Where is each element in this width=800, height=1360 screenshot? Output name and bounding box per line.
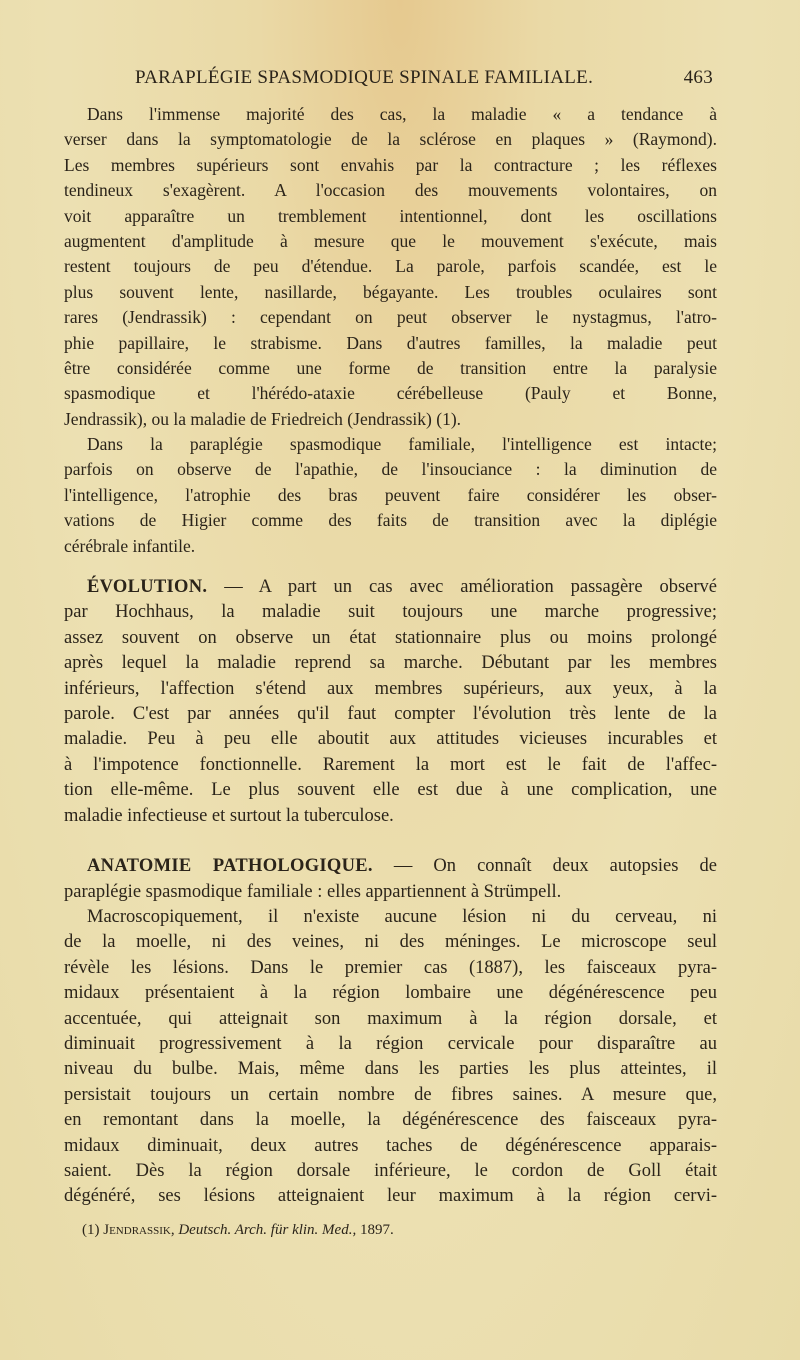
text-line: inférieurs, l'affection s'étend aux membres supérieurs, aux yeux, à la [64,678,717,699]
text-line: Dans la paraplégie spasmodique familiale, l'intelligence est intacte; [87,434,717,455]
text-line: vations de Higier comme des faits de transition avec la diplégie [64,510,717,531]
text-line [64,575,717,600]
text-line: maladie. Peu à peu elle aboutit aux attitudes vicieuses incurables et [64,729,717,750]
text-line: saient. Dès la région dorsale inférieure, le cordon de Goll était [64,1160,717,1181]
text-line: tion elle-même. Le plus souvent elle est due à une complication, une [64,780,717,801]
footnote-journal: Deutsch. Arch. für klin. Med., [178,1222,357,1238]
text-line: de la moelle, ni des veines, ni des méninges. Le microscope seul [64,932,717,953]
text-line: Jendrassik), ou la maladie de Friedreich (Jendrassik) (1). [64,408,462,429]
text-line: Macroscopiquement, il n'existe aucune lésion ni du cerveau, ni [87,907,717,928]
text-line: en remontant dans la moelle, la dégénérescence des faisceaux pyra- [64,1110,717,1131]
text-line: midaux présentaient à la région lombaire une dégénérescence peu [64,983,717,1004]
text-line: maladie infectieuse et surtout la tuberculose. [64,805,394,826]
body-text-sections [64,575,717,1210]
text-line: par Hochhaus, la maladie suit toujours une marche progressive; [64,602,717,623]
text-line: révèle les lésions. Dans le premier cas (1887), les faisceaux pyra- [64,957,717,978]
text-line: cérébrale infantile. [64,535,196,556]
running-title: PARAPLÉGIE SPASMODIQUE SPINALE FAMILIALE. [135,67,594,88]
footnote-year: 1897. [359,1222,394,1238]
text-line-content: — On connaît deux autopsies de [372,856,717,877]
text-line: rares (Jendrassik) : cependant on peut observer le nystagmus, l'atro- [64,307,717,328]
footnote-author: Jendrassik, [103,1222,175,1238]
text-line: après lequel la maladie reprend sa marche. Débutant par les membres [64,653,717,674]
text-line [64,854,717,879]
text-line: à l'impotence fonctionnelle. Rarement la mort est le fait de l'affec- [64,754,717,775]
text-line: niveau du bulbe. Mais, même dans les parties les plus atteintes, il [64,1059,717,1080]
text-line-content: — A part un cas avec amélioration passagère observé [207,577,717,597]
text-line: diminuait progressivement à la région cervicale pour disparaître au [64,1034,717,1055]
text-line: Dans l'immense majorité des cas, la maladie « a tendance à [87,104,717,124]
footnote [82,1222,394,1239]
running-header [135,64,713,92]
text-line: tendineux s'exagèrent. A l'occasion des mouvements volontaires, on [64,180,717,201]
body-text-part1 [64,102,717,559]
text-line: midaux diminuait, deux autres taches de dégénérescence apparais- [64,1135,717,1156]
text-line: dégénéré, ses lésions atteignaient leur maximum à la région cervi- [64,1186,717,1207]
text-line: assez souvent on observe un état stationnaire plus ou moins prolongé [64,627,717,648]
section-heading: ANATOMIE PATHOLOGIQUE. [87,856,373,877]
text-line: verser dans la symptomatologie de la sclérose en plaques » (Raymond). [64,129,717,150]
text-line: l'intelligence, l'atrophie des bras peuvent faire considérer les obser- [64,484,717,505]
text-line: être considérée comme une forme de transition entre la paralysie [64,357,717,378]
footnote-marker: (1) [82,1222,100,1238]
text-line: spasmodique et l'hérédo-ataxie cérébelleuse (Pauly et Bonne, [64,383,717,404]
text-line: accentuée, qui atteignait son maximum à la région dorsale, et [64,1008,717,1029]
text-line: plus souvent lente, nasillarde, bégayante. Les troubles oculaires sont [64,281,717,302]
text-line: augmentent d'amplitude à mesure que le mouvement s'exécute, mais [64,230,717,251]
section-heading: ÉVOLUTION. [87,577,208,597]
text-line: parole. C'est par années qu'il faut compter l'évolution très lente de la [64,703,717,724]
text-line: phie papillaire, le strabisme. Dans d'autres familles, la maladie peut [64,332,717,353]
text-line: persistait toujours un certain nombre de fibres saines. A mesure que, [64,1084,717,1105]
text-line: parfois on observe de l'apathie, de l'insouciance : la diminution de [64,459,717,480]
page-number: 463 [683,67,713,88]
text-line: voit apparaître un tremblement intentionnel, dont les oscillations [64,205,717,226]
text-line: restent toujours de peu d'étendue. La parole, parfois scandée, est le [64,256,717,277]
text-line: Les membres supérieurs sont envahis par la contracture ; les réflexes [64,154,717,175]
text-line: paraplégie spasmodique familiale : elles appartiennent à Strümpell. [64,881,562,902]
